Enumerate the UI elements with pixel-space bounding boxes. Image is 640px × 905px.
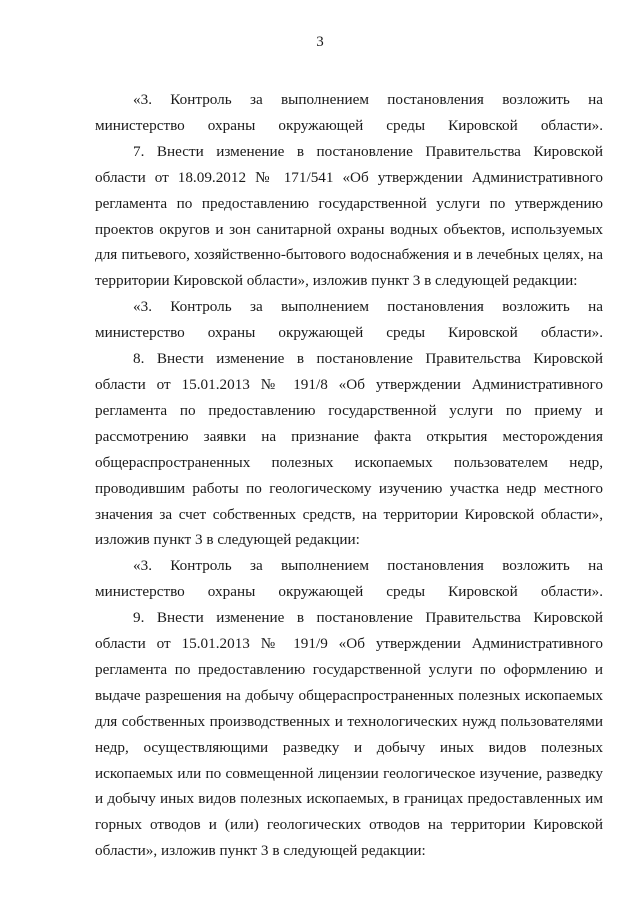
document-body — [95, 87, 603, 864]
paragraph-quote-3: «3. Контроль за выполнением постановления возложить на министерство охраны окружающей среды Кировской области». — [95, 557, 603, 601]
paragraph-item-8: 8. Внести изменение в постановление Правительства Кировской области от 15.01.2013 № 191/8 «Об утверждении Административного регламента по предоставлению государственной услуги по приему и рассмотрению заявки на признание факта открытия месторождения общераспространенных полезных ископаемых пользователем недр, проводившим работы по геологическому изучению участка недр местного значения за счет собственных средств, на территории Кировской области», изложив пункт 3 в следующей редакции: — [95, 350, 603, 549]
paragraph-item-7: 7. Внести изменение в постановление Правительства Кировской области от 18.09.2012 № 171/541 «Об утверждении Административного регламента по предоставлению государственной услуги по утверждению проектов округов и зон санитарной охраны водных объектов, используемых для питьевого, хозяйственно-бытового водоснабжения и в лечебных целях, на территории Кировской области», изложив пункт 3 в следующей редакции: — [95, 142, 603, 290]
paragraph-quote-1: «3. Контроль за выполнением постановления возложить на министерство охраны окружающей среды Кировской области». — [95, 91, 603, 134]
paragraph-quote-2: «3. Контроль за выполнением постановления возложить на министерство охраны окружающей среды Кировской области». — [95, 298, 603, 342]
paragraph-item-9: 9. Внести изменение в постановление Правительства Кировской области от 15.01.2013 № 191/9 «Об утверждении Административного регламента по предоставлению государственной услуги по оформлению и выдаче разрешения на добычу общераспространенных полезных ископаемых для собственных производственных и технологических нужд пользователями недр, осуществляющими разведку и добычу иных видов полезных ископаемых или по совмещенной лицензии геологическое изучение, разведку и добычу иных видов полезных ископаемых, в границах предоставленных им горных отводов и (или) геологических отводов на территории Кировской области», изложив пункт 3 в следующей редакции: — [95, 609, 603, 860]
page-number: 3 — [316, 34, 324, 50]
